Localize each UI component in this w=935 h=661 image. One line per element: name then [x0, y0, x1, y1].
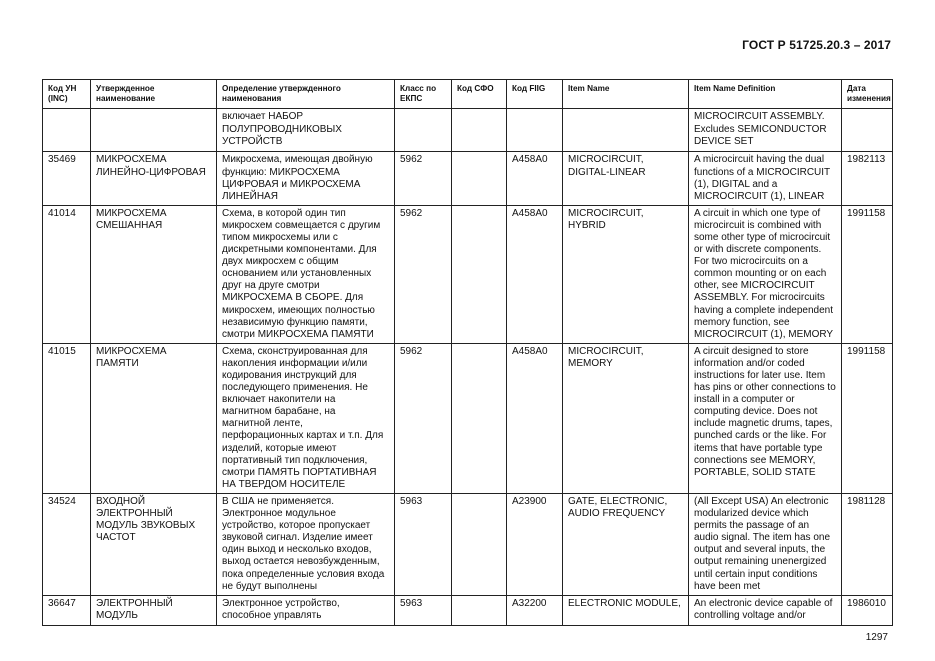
column-header-def-ru-header: Определение утвержденного наименования: [217, 80, 395, 109]
approved-name-cell: ЭЛЕКТРОННЫЙ МОДУЛЬ: [91, 595, 217, 625]
approved-name-cell: МИКРОСХЕМА СМЕШАННАЯ: [91, 205, 217, 343]
ekps-class-cell: 5963: [395, 595, 452, 625]
table-row: [43, 152, 893, 205]
inc-cell: 41015: [43, 343, 91, 493]
column-header-name-ru-header: Утвержденное наименование: [91, 80, 217, 109]
column-header-date-header: Дата изменения: [842, 80, 893, 109]
inc-cell: 41014: [43, 205, 91, 343]
change-date-cell: [842, 109, 893, 152]
change-date-cell: 1991158: [842, 343, 893, 493]
inc-cell: 36647: [43, 595, 91, 625]
fiig-code-cell: [507, 109, 563, 152]
inc-cell: 34524: [43, 493, 91, 595]
sfo-code-cell: [452, 152, 507, 205]
change-date-cell: 1986010: [842, 595, 893, 625]
item-definition-cell: (All Except USA) An electronic modularized device which permits the passage of an audio signal. The item has one output and several inputs, the output remaining unenergized until certain input conditions have been met: [689, 493, 842, 595]
item-name-cell: MICROCIRCUIT, DIGITAL-LINEAR: [563, 152, 689, 205]
item-name-cell: MICROCIRCUIT, MEMORY: [563, 343, 689, 493]
sfo-code-cell: [452, 205, 507, 343]
approved-name-cell: ВХОДНОЙ ЭЛЕКТРОННЫЙ МОДУЛЬ ЗВУКОВЫХ ЧАСТОТ: [91, 493, 217, 595]
sfo-code-cell: [452, 343, 507, 493]
inc-cell: 35469: [43, 152, 91, 205]
sfo-code-cell: [452, 595, 507, 625]
item-definition-cell: A circuit in which one type of microcircuit is combined with some other type of microcircuit or with discrete components. For two microcircuits on a common mounting or on each other, see MICROCIRCUIT ASSEMBLY. For microcircuits having a complete independent memory function, see MICROCIRCUIT (1), MEMORY: [689, 205, 842, 343]
fiig-code-cell: A23900: [507, 493, 563, 595]
definition-ru-cell: Схема, в которой один тип микросхем совмещается с другим типом микросхемы или с дискретными компонентами. Для двух микросхем с общим основанием или установленных друг на друге смотри МИКРОСХЕМА В СБОРЕ. Для микросхем, имеющих полностью независимую функцию памяти, смотри МИКРОСХЕМА ПАМЯТИ: [217, 205, 395, 343]
item-name-cell: GATE, ELECTRONIC, AUDIO FREQUENCY: [563, 493, 689, 595]
approved-name-cell: МИКРОСХЕМА ЛИНЕЙНО-ЦИФРОВАЯ: [91, 152, 217, 205]
standard-code: ГОСТ Р 51725.20.3 – 2017: [742, 38, 891, 52]
inc-cell: [43, 109, 91, 152]
item-name-cell: [563, 109, 689, 152]
fiig-code-cell: A458A0: [507, 152, 563, 205]
table-row: [43, 493, 893, 595]
sfo-code-cell: [452, 109, 507, 152]
item-definition-cell: A circuit designed to store information and/or coded instructions for later use. Item has pins or other connections to install in a computer or computing device. Does not include magnetic drums, tapes, punched cards or the like. For items that have portable type connections see MEMORY, PORTABLE, SOLID STATE: [689, 343, 842, 493]
table-row: [43, 205, 893, 343]
column-header-sfo-header: Код СФО: [452, 80, 507, 109]
approved-name-cell: [91, 109, 217, 152]
item-name-cell: MICROCIRCUIT, HYBRID: [563, 205, 689, 343]
page-number: 1297: [865, 632, 888, 643]
change-date-cell: 1991158: [842, 205, 893, 343]
fiig-code-cell: A32200: [507, 595, 563, 625]
table-row: [43, 343, 893, 493]
item-definition-cell: A microcircuit having the dual functions of a MICROCIRCUIT (1), DIGITAL and a MICROCIRCUIT (1), LINEAR: [689, 152, 842, 205]
approved-name-cell: МИКРОСХЕМА ПАМЯТИ: [91, 343, 217, 493]
column-header-inc-header: Код УН (INC): [43, 80, 91, 109]
definition-ru-cell: В США не применяется. Электронное модульное устройство, которое пропускает звуковой сигнал. Изделие имеет один выход и несколько входов, выход остается невозбужденным, пока определенные условия входа не будут выполнены: [217, 493, 395, 595]
item-definition-cell: An electronic device capable of controlling voltage and/or: [689, 595, 842, 625]
definition-ru-cell: включает НАБОР ПОЛУПРОВОДНИКОВЫХ УСТРОЙСТВ: [217, 109, 395, 152]
column-header-fiig-header: Код FIIG: [507, 80, 563, 109]
ekps-class-cell: 5962: [395, 152, 452, 205]
fiig-code-cell: A458A0: [507, 205, 563, 343]
table-row: [43, 109, 893, 152]
change-date-cell: 1982113: [842, 152, 893, 205]
column-header-ekps-header: Класс по ЕКПС: [395, 80, 452, 109]
ekps-class-cell: 5962: [395, 343, 452, 493]
table-row: [43, 595, 893, 625]
definition-ru-cell: Схема, сконструированная для накопления информации и/или кодирования инструкций для последующего применения. Не включает накопители на магнитном барабане, на магнитной ленте, перфорационных картах и т.п. Для изделий, которые имеют портативный тип подключения, смотри ПАМЯТЬ ПОРТАТИВНАЯ НА ТВЕРДОМ НОСИТЕЛЕ: [217, 343, 395, 493]
sfo-code-cell: [452, 493, 507, 595]
table-body: [43, 109, 893, 625]
fiig-code-cell: A458A0: [507, 343, 563, 493]
ekps-class-cell: 5963: [395, 493, 452, 595]
table-header-row: [43, 80, 893, 109]
item-definition-cell: MICROCIRCUIT ASSEMBLY. Excludes SEMICONDUCTOR DEVICE SET: [689, 109, 842, 152]
column-header-name-en-header: Item Name: [563, 80, 689, 109]
ekps-class-cell: 5962: [395, 205, 452, 343]
ekps-class-cell: [395, 109, 452, 152]
change-date-cell: 1981128: [842, 493, 893, 595]
definition-ru-cell: Микросхема, имеющая двойную функцию: МИКРОСХЕМА ЦИФРОВАЯ и МИКРОСХЕМА ЛИНЕЙНАЯ: [217, 152, 395, 205]
definition-ru-cell: Электронное устройство, способное управлять: [217, 595, 395, 625]
column-header-def-en-header: Item Name Definition: [689, 80, 842, 109]
catalog-table: [42, 79, 893, 626]
item-name-cell: ELECTRONIC MODULE,: [563, 595, 689, 625]
